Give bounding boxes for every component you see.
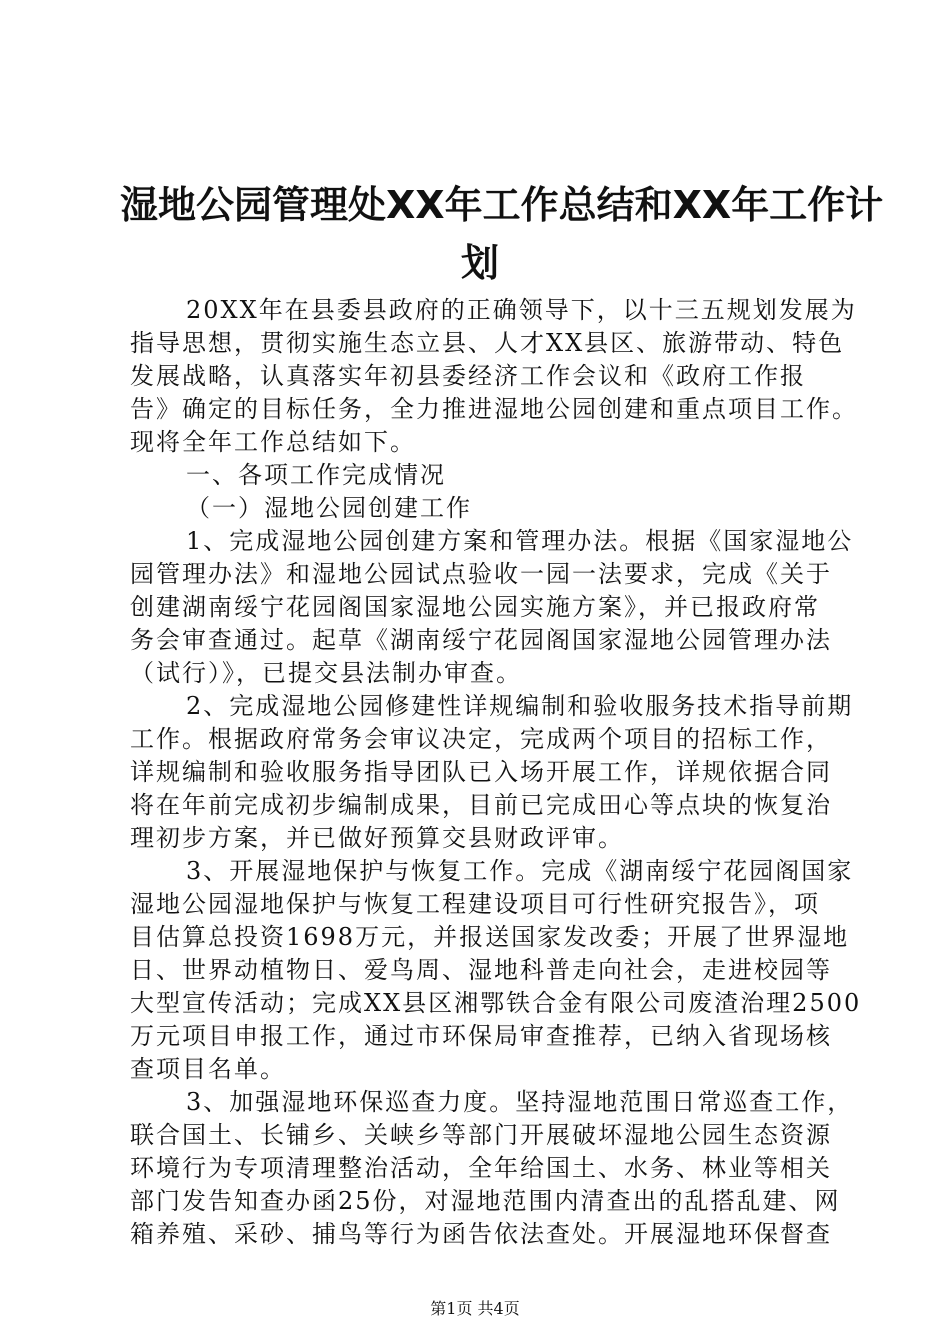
text-line: 湿地公园湿地保护与恢复工程建设项目可行性研究报告》，项 <box>130 890 820 918</box>
section-heading <box>130 459 835 492</box>
text-line: 1、完成湿地公园创建方案和管理办法。根据《国家湿地公 <box>186 527 854 555</box>
text-line: 指导思想，贯彻实施生态立县、人才XX县区、旅游带动、特色 <box>130 329 845 357</box>
text-line: 环境行为专项清理整治活动，全年给国土、水务、林业等相关 <box>130 1154 832 1182</box>
text-line: 现将全年工作总结如下。 <box>130 428 416 456</box>
text-line: 目估算总投资1698万元，并报送国家发改委；开展了世界湿地 <box>130 923 850 951</box>
paragraph-item-4 <box>130 1086 854 1251</box>
text-line: 将在年前完成初步编制成果，目前已完成田心等点块的恢复治 <box>130 791 832 819</box>
text-line: 详规编制和验收服务指导团队已入场开展工作，详规依据合同 <box>130 758 832 786</box>
text-line: 工作。根据政府常务会审议决定，完成两个项目的招标工作， <box>130 725 832 753</box>
paragraph-item-1 <box>130 525 854 690</box>
text-line: 3、加强湿地环保巡查力度。坚持湿地范围日常巡查工作， <box>186 1088 854 1116</box>
text-line: 务会审查通过。起草《湖南绥宁花园阁国家湿地公园管理办法 <box>130 626 832 654</box>
heading-line: 一、各项工作完成情况 <box>186 461 446 489</box>
paragraph-item-3 <box>130 855 862 1086</box>
text-line: 部门发告知查办函25份，对湿地范围内清查出的乱搭乱建、网 <box>130 1187 841 1215</box>
text-line: 大型宣传活动；完成XX县区湘鄂铁合金有限公司废渣治理2500 <box>130 989 862 1017</box>
text-line: 园管理办法》和湿地公园试点验收一园一法要求，完成《关于 <box>130 560 832 588</box>
text-line: 联合国土、长铺乡、关峡乡等部门开展破坏湿地公园生态资源 <box>130 1121 832 1149</box>
text-line: （试行）》，已提交县法制办审查。 <box>130 659 522 687</box>
title-line: 划 <box>460 241 499 285</box>
text-line: 告》确定的目标任务，全力推进湿地公园创建和重点项目工作。 <box>130 395 858 423</box>
title-line: 湿地公园管理处XX年工作总结和XX年工作计 <box>120 183 884 227</box>
text-line: 创建湖南绥宁花园阁国家湿地公园实施方案》，并已报政府常 <box>130 593 820 621</box>
text-line: 查项目名单。 <box>130 1055 286 1083</box>
text-line: 发展战略，认真落实年初县委经济工作会议和《政府工作报 <box>130 362 806 390</box>
text-line: 箱养殖、采砂、捕鸟等行为函告依法查处。开展湿地环保督查 <box>130 1220 832 1248</box>
text-line: 20XX年在县委县政府的正确领导下，以十三五规划发展为 <box>186 296 857 324</box>
document-title <box>120 176 884 292</box>
text-line: 3、开展湿地保护与恢复工作。完成《湖南绥宁花园阁国家 <box>186 857 854 885</box>
text-line: 日、世界动植物日、爱鸟周、湿地科普走向社会，走进校园等 <box>130 956 832 984</box>
heading-line: （一）湿地公园创建工作 <box>186 494 472 522</box>
text-line: 万元项目申报工作，通过市环保局审查推荐，已纳入省现场核 <box>130 1022 832 1050</box>
page-number-footer: 第1页 共4页 <box>430 1299 520 1318</box>
paragraph-item-2 <box>130 690 854 855</box>
text-line: 2、完成湿地公园修建性详规编制和验收服务技术指导前期 <box>186 692 854 720</box>
text-line: 理初步方案，并已做好预算交县财政评审。 <box>130 824 624 852</box>
subsection-heading <box>130 492 835 525</box>
document-body <box>130 294 862 1251</box>
paragraph-intro <box>130 294 858 459</box>
